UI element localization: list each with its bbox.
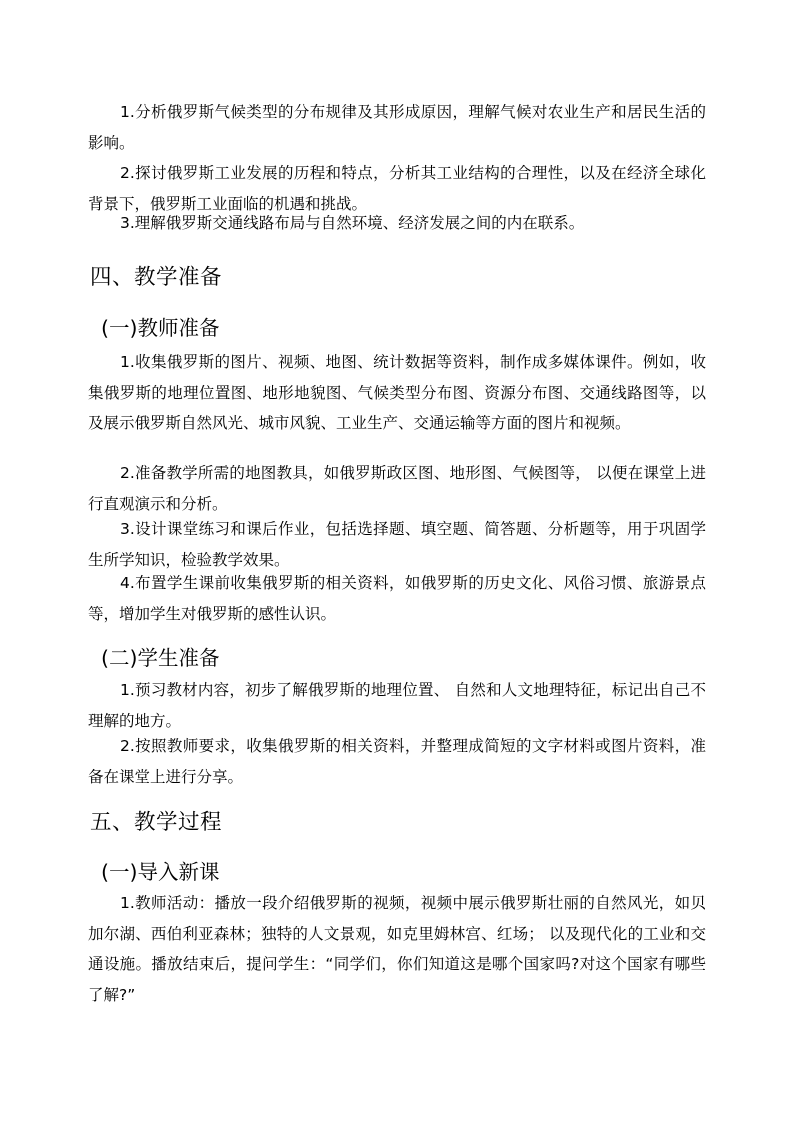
- objective-item-1: 1.分析俄罗斯气候类型的分布规律及其形成原因，理解气候对农业生产和居民生活的影响。: [88, 103, 706, 152]
- subheading-student-preparation: (二)学生准备: [101, 646, 220, 670]
- teacher-prep-item-4: 4.布置学生课前收集俄罗斯的相关资料，如俄罗斯的历史文化、风俗习惯、旅游景点等，增加学生对俄罗斯的感性认识。: [88, 574, 706, 623]
- section-heading-teaching-process: 五、教学过程: [90, 810, 223, 835]
- student-prep-item-2: 2.按照教师要求，收集俄罗斯的相关资料，并整理成简短的文字材料或图片资料，准备在课堂上进行分享。: [88, 737, 706, 786]
- subheading-teacher-preparation: (一)教师准备: [101, 316, 220, 340]
- subheading-lesson-introduction: (一)导入新课: [101, 860, 220, 884]
- intro-item-1: 1.教师活动：播放一段介绍俄罗斯的视频，视频中展示俄罗斯壮丽的自然风光，如贝加尔湖、西伯利亚森林；独特的人文景观，如克里姆林宫、红场； 以及现代化的工业和交通设施。播放结束后，提问学生：“同学们，你们知道这是哪个国家吗?对这个国家有哪些了解?”: [88, 894, 706, 1004]
- teacher-prep-item-1: 1.收集俄罗斯的图片、视频、地图、统计数据等资料，制作成多媒体课件。例如，收集俄罗斯的地理位置图、地形地貌图、气候类型分布图、资源分布图、交通线路图等，以及展示俄罗斯自然风光、城市风貌、工业生产、交通运输等方面的图片和视频。: [88, 353, 706, 432]
- objective-item-2: 2.探讨俄罗斯工业发展的历程和特点，分析其工业结构的合理性，以及在经济全球化背景下，俄罗斯工业面临的机遇和挑战。: [88, 164, 706, 213]
- student-prep-item-1: 1.预习教材内容，初步了解俄罗斯的地理位置、 自然和人文地理特征，标记出自己不理解的地方。: [88, 681, 706, 730]
- teacher-prep-item-2: 2.准备教学所需的地图教具，如俄罗斯政区图、地形图、气候图等， 以便在课堂上进行直观演示和分析。: [88, 464, 706, 513]
- teacher-prep-item-3: 3.设计课堂练习和课后作业，包括选择题、填空题、简答题、分析题等，用于巩固学生所学知识，检验教学效果。: [88, 520, 706, 569]
- objective-item-3: 3.理解俄罗斯交通线路布局与自然环境、经济发展之间的内在联系。: [120, 214, 585, 232]
- section-heading-teaching-preparation: 四、教学准备: [90, 265, 223, 290]
